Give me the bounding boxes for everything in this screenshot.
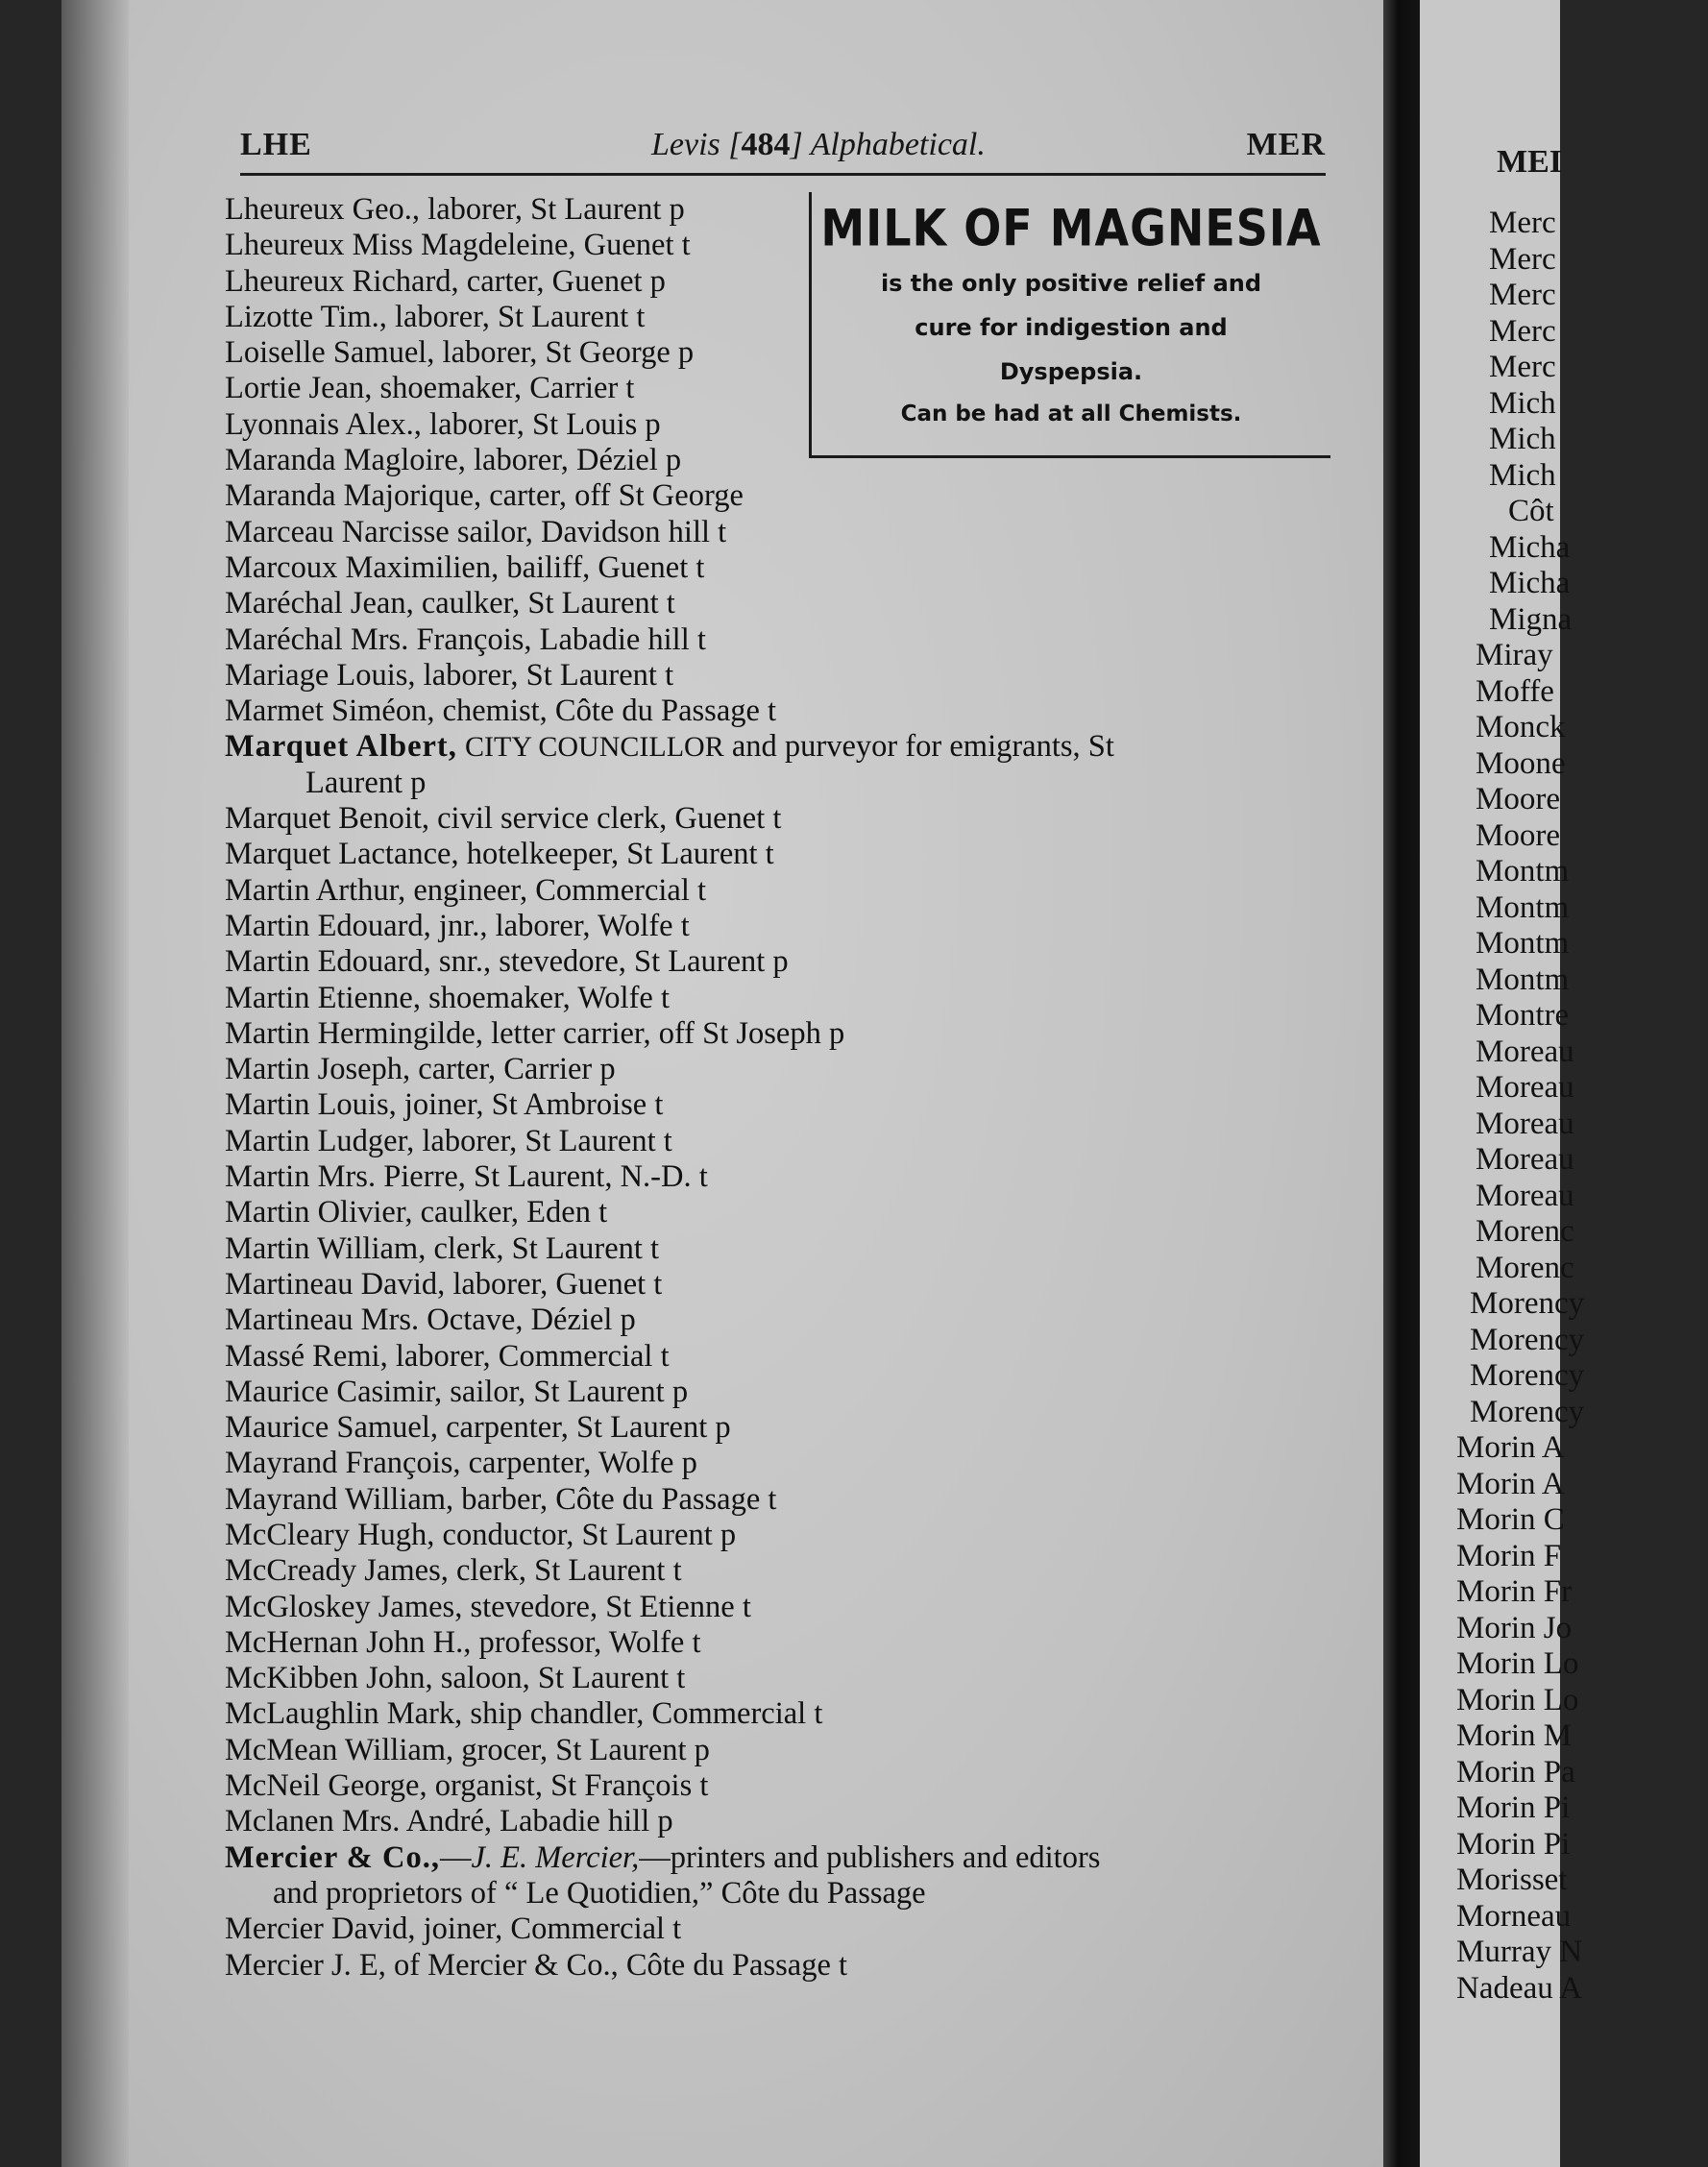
ad-title: MILK OF MAGNESIA	[820, 197, 1322, 258]
directory-entry: Mclanen Mrs. André, Labadie hill p	[225, 1804, 673, 1839]
facing-page-entry: Merc	[1489, 278, 1556, 312]
directory-entry: Martin Etienne, shoemaker, Wolfe t	[225, 980, 670, 1015]
directory-entry: Martin Ludger, laborer, St Laurent t	[225, 1123, 672, 1158]
directory-entry: McCready James, clerk, St Laurent t	[225, 1553, 682, 1589]
facing-page-entry: Nadeau A	[1456, 1970, 1583, 2006]
facing-page-entry: Morneau	[1456, 1898, 1572, 1934]
entry-title: CITY COUNCILLOR	[465, 731, 724, 764]
facing-page-entry: Morin Pa	[1456, 1754, 1575, 1790]
header-left-guide: LHE	[240, 127, 312, 162]
directory-entry-mercier-co	[225, 1840, 1354, 1876]
facing-page-entry: Merc	[1489, 350, 1556, 384]
facing-page-entry: Miray	[1476, 638, 1553, 672]
directory-entry: Mercier J. E, of Mercier & Co., Côte du Passage t	[225, 1947, 848, 1983]
page-number: 484	[741, 127, 791, 162]
ad-line-3: Dyspepsia.	[999, 358, 1143, 385]
facing-page-entry: Morin A	[1456, 1466, 1565, 1501]
facing-page-entry: Monck	[1476, 710, 1566, 744]
directory-entry: Martin Joseph, carter, Carrier p	[225, 1052, 616, 1087]
facing-page-entry: Morency	[1470, 1394, 1585, 1429]
entry-dash: —	[439, 1839, 472, 1875]
facing-page-entry: Moreau	[1476, 1070, 1574, 1105]
facing-page-entry: Morin Lo	[1456, 1646, 1579, 1681]
directory-entry: Maurice Samuel, carpenter, St Laurent p	[225, 1410, 731, 1446]
facing-page-entry: Montm	[1476, 962, 1570, 997]
facing-page-entry: Moreau	[1476, 1178, 1574, 1213]
directory-entry: Maranda Majorique, carter, off St George	[225, 478, 744, 514]
directory-entry: Martineau David, laborer, Guenet t	[225, 1266, 663, 1302]
directory-entry: Massé Remi, laborer, Commercial t	[225, 1338, 670, 1374]
directory-entry: Lizotte Tim., laborer, St Laurent t	[225, 299, 646, 334]
ad-line-2: cure for indigestion and	[915, 314, 1228, 341]
directory-entry: Lheureux Richard, carter, Guenet p	[225, 263, 666, 299]
facing-page-entry: Montm	[1476, 889, 1570, 925]
directory-entry: Martin Arthur, engineer, Commercial t	[225, 872, 707, 908]
facing-page-entry: Morin Pi	[1456, 1826, 1571, 1862]
facing-page-entry: Morin Fr	[1456, 1574, 1573, 1609]
directory-entry: Martin Olivier, caulker, Eden t	[225, 1195, 608, 1230]
directory-entry: Mayrand François, carpenter, Wolfe p	[225, 1446, 697, 1481]
facing-page-entry: Micha	[1489, 566, 1571, 600]
directory-entry: Lheureux Geo., laborer, St Laurent p	[225, 192, 685, 227]
facing-page-entry: Morency	[1470, 1322, 1585, 1357]
book-gutter	[1383, 0, 1420, 2167]
directory-entry-marquet-albert	[225, 729, 1354, 765]
directory-entry: Maréchal Jean, caulker, St Laurent t	[225, 586, 675, 621]
header-title-pre: Levis [	[651, 127, 742, 162]
directory-entry: Martin Louis, joiner, St Ambroise t	[225, 1087, 664, 1123]
directory-entry: McMean William, grocer, St Laurent p	[225, 1732, 710, 1767]
facing-page-entry: Moreau	[1476, 1034, 1574, 1069]
facing-page-entry: Mich	[1489, 457, 1556, 493]
directory-entry: McCleary Hugh, conductor, St Laurent p	[225, 1517, 737, 1552]
directory-entries	[225, 192, 1354, 1984]
directory-entry: Mayrand William, barber, Côte du Passage t	[225, 1481, 777, 1517]
entry-name-bold: Mercier & Co.,	[225, 1839, 440, 1875]
entry-details: —printers and publishers and editors	[639, 1839, 1101, 1875]
facing-page-entry: Morenc	[1476, 1214, 1574, 1249]
facing-page-entry: Moore	[1476, 782, 1560, 816]
directory-entry: Maurice Casimir, sailor, St Laurent p	[225, 1374, 689, 1409]
running-header	[240, 127, 1326, 169]
ad-line-1: is the only positive relief and	[880, 270, 1262, 297]
directory-entry: Martineau Mrs. Octave, Déziel p	[225, 1303, 636, 1338]
directory-entry-continuation: Laurent p	[305, 765, 427, 800]
facing-page-entry: Morin F	[1456, 1538, 1562, 1573]
facing-page-entry: Merc	[1489, 241, 1556, 277]
facing-page-entry: Morin C	[1456, 1502, 1565, 1537]
directory-entry: Loiselle Samuel, laborer, St George p	[225, 335, 695, 371]
directory-entry: Mercier David, joiner, Commercial t	[225, 1911, 682, 1947]
facing-page-entry: Morency	[1470, 1358, 1585, 1393]
directory-entry: Marmet Siméon, chemist, Côte du Passage t	[225, 694, 777, 729]
directory-entry: Lheureux Miss Magdeleine, Guenet t	[225, 228, 691, 263]
facing-page-entry: Murray N	[1456, 1935, 1583, 1969]
directory-entry: Lyonnais Alex., laborer, St Louis p	[225, 406, 661, 442]
directory-entry: McKibben John, saloon, St Laurent t	[225, 1661, 686, 1696]
entries-group-2	[225, 801, 1354, 1840]
facing-page-entry: Mich	[1489, 385, 1556, 421]
facing-page-entry: Morisset	[1456, 1863, 1568, 1897]
facing-page-entry: Morenc	[1476, 1250, 1574, 1285]
directory-entry: Marquet Lactance, hotelkeeper, St Laurent t	[225, 837, 774, 872]
directory-entry: McLaughlin Mark, ship chandler, Commercial t	[225, 1696, 823, 1732]
header-center-title	[651, 127, 986, 163]
directory-entry: Marceau Narcisse sailor, Davidson hill t	[225, 514, 727, 549]
facing-page-entry: Moreau	[1476, 1142, 1574, 1177]
facing-page-entry: Morency	[1470, 1286, 1585, 1321]
directory-entry: Martin Mrs. Pierre, St Laurent, N.-D. t	[225, 1159, 708, 1195]
entry-details: and purveyor for emigrants, St	[723, 729, 1114, 765]
directory-entry: Martin Hermingilde, letter carrier, off St Joseph p	[225, 1015, 845, 1051]
directory-entry: Martin Edouard, snr., stevedore, St Laurent p	[225, 944, 789, 980]
directory-entry: Marcoux Maximilien, bailiff, Guenet t	[225, 549, 705, 585]
directory-entry: McHernan John H., professor, Wolfe t	[225, 1624, 701, 1660]
directory-entry: Martin Edouard, jnr., laborer, Wolfe t	[225, 908, 690, 943]
page-edge-shadow	[61, 0, 129, 2167]
header-rule	[240, 173, 1326, 176]
entry-person: J. E. Mercier,	[471, 1839, 640, 1875]
facing-page-entry: Montm	[1476, 854, 1570, 889]
facing-page-entry: Morin Jo	[1456, 1610, 1573, 1645]
facing-page-header: MEI	[1497, 144, 1562, 180]
facing-page-entry: Morin A	[1456, 1430, 1565, 1465]
facing-page-entry: Migna	[1489, 601, 1573, 637]
ad-line-4: Can be had at all Chemists.	[900, 402, 1242, 426]
facing-page-entry: Moore	[1476, 817, 1560, 853]
entry-name-bold: Marquet Albert,	[225, 729, 457, 765]
facing-page-entry: Morin M	[1456, 1718, 1573, 1753]
header-title-post: ] Alphabetical.	[790, 127, 986, 162]
directory-entry: McGloskey James, stevedore, St Etienne t	[225, 1589, 751, 1624]
entries-group-1	[225, 192, 1354, 729]
facing-page-entry: Moreau	[1476, 1106, 1574, 1141]
header-right-guide: MER	[1246, 127, 1326, 162]
entries-group-3	[225, 1911, 1354, 1984]
directory-entry: Lortie Jean, shoemaker, Carrier t	[225, 371, 635, 406]
facing-page-entry: Moffe	[1476, 673, 1554, 709]
facing-page-entry: Morin Lo	[1456, 1682, 1579, 1717]
facing-page-entry: Moone	[1476, 745, 1566, 781]
directory-entry-continuation: and proprietors of “ Le Quotidien,” Côte du Passage	[273, 1875, 926, 1911]
facing-page-entry: Merc	[1489, 313, 1556, 349]
facing-page-entry: Micha	[1489, 529, 1571, 565]
directory-entry: Marquet Benoit, civil service clerk, Guenet t	[225, 801, 782, 837]
directory-entry: Martin William, clerk, St Laurent t	[225, 1230, 660, 1266]
facing-page-entry: Merc	[1489, 206, 1556, 240]
directory-entry: Mariage Louis, laborer, St Laurent t	[225, 657, 674, 693]
facing-page-entry: Montm	[1476, 926, 1570, 961]
facing-page-entry: Montre	[1476, 998, 1570, 1033]
facing-page-entry: Côt	[1508, 494, 1554, 528]
directory-entry: Maréchal Mrs. François, Labadie hill t	[225, 621, 706, 657]
directory-entry: Maranda Magloire, laborer, Déziel p	[225, 443, 682, 478]
facing-page-entry: Morin Pi	[1456, 1790, 1571, 1825]
facing-page-entries	[1420, 206, 1708, 2007]
facing-page-fragment	[1420, 0, 1585, 2167]
facing-page-entry: Mich	[1489, 422, 1556, 456]
directory-entry: McNeil George, organist, St François t	[225, 1768, 709, 1804]
